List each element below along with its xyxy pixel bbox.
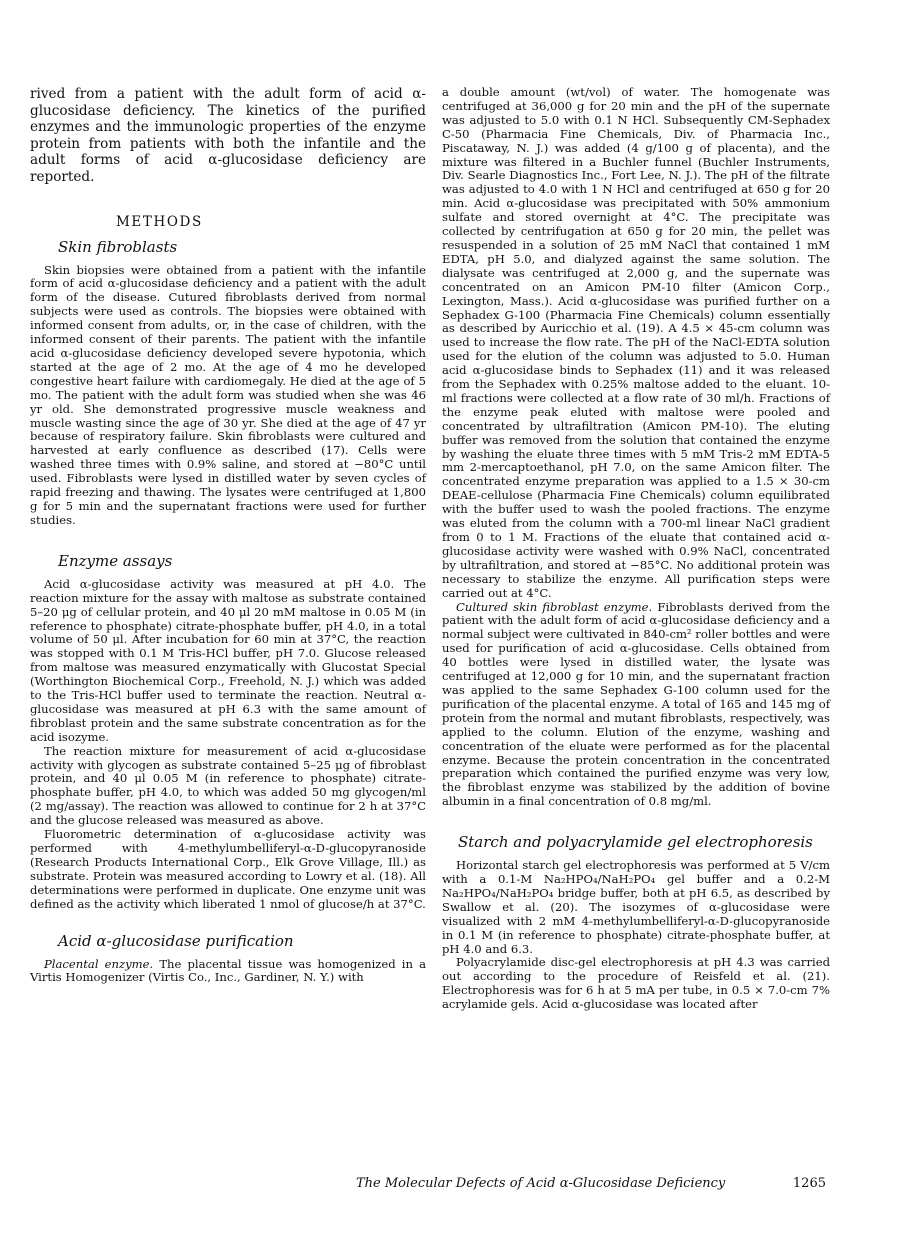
cultured-enzyme-text: Fibroblasts derived from the patient with the adult form of acid α-glucosidase deficiency and a normal subject were cultivated in 840-cm² roller bottles and were used for purification of acid α-glucosidase. Cells obtained from 40 bottles were lysed in distilled water, the lysate was centrifuged at 12,000 g for 10 min, and the supernatant fraction was applied to the same Sephadex G-100 column used for the purification of the placental enzyme. A total of 165 and 145 mg of protein from the normal and mutant fibroblasts, respectively, was applied to the column. Elution of the enzyme, washing and concentration of the eluate were performed as for the placental enzyme. Because the protein concentration in the concentrated preparation which contained the purified enzyme was very low, the fibroblast enzyme was stabilized by the addition of bovine albumin in a final concentration of 0.8 mg/ml. — [442, 599, 830, 809]
running-title: The Molecular Defects of Acid α-Glucosidase Deficiency — [356, 1176, 726, 1191]
electrophoresis-heading: Starch and polyacrylamide gel electrophoresis — [458, 833, 813, 852]
enzyme-assays-paragraph-2: The reaction mixture for measurement of acid α-glucosidase activity with glycogen as substrate contained 5–25 μg of fibroblast protein, and 40 μl 0.05 M (in reference to phosphate) citrate-phosphate buffer, pH 4.0, to which was added 50 mg glycogen/ml (2 mg/assay). The reaction was allowed to continue for 2 h at 37°C and the glucose released was measured as above. — [30, 743, 426, 828]
electrophoresis-paragraph-1: Horizontal starch gel electrophoresis was performed at 5 V/cm with a 0.1-M Na₂HPO₄/NaH₂PO₄ gel buffer and a 0.2-M Na₂HPO₄/NaH₂PO₄ bridge buffer, both at pH 6.5, as described by Swallow et al. (20). The isozymes of α-glucosidase were visualized with 2 mM 4-methylumbelliferyl-α-D-glucopyranoside in 0.1 M (in reference to phosphate) citrate-phosphate buffer, at pH 4.0 and 6.3. — [442, 858, 830, 956]
left-column — [30, 86, 426, 985]
skin-fibroblasts-paragraph: Skin biopsies were obtained from a patient with the infantile form of acid α-glucosidase deficiency and a patient with the adult form of the disease. Cutured fibroblasts derived from normal subjects were used as controls. The biopsies were obtained with informed consent from adults, or, in the case of children, with the informed consent of their parents. The patient with the infantile acid α-glucosidase deficiency developed severe hypotonia, which started at the age of 2 mo. At the age of 4 mo he developed congestive heart failure with cardiomegaly. He died at the age of 5 mo. The patient with the adult form was studied when she was 46 yr old. She demonstrated progressive muscle weakness and muscle wasting since the age of 30 yr. She died at the age of 47 yr because of respiratory failure. Skin fibroblasts were cultured and harvested at early confluence as described (17). Cells were washed three times with 0.9% saline, and stored at −80°C until used. Fibroblasts were lysed in distilled water by seven cycles of rapid freezing and thawing. The lysates were centrifuged at 1,800 g for 5 min and the supernatant fractions were used for further studies. — [30, 262, 426, 527]
page-footer — [356, 1176, 826, 1191]
placental-enzyme-text: The placental tissue was homogenized in a Virtis Homogenizer (Virtis Co., Inc., Gardiner, N. Y.) with — [30, 956, 427, 985]
electrophoresis-paragraph-2: Polyacrylamide disc-gel electrophoresis at pH 4.3 was carried out according to the procedure of Reisfeld et al. (21). Electrophoresis was for 6 h at 5 mA per tube, in 0.5 × 7.0-cm 7% acrylamide gels. Acid α-glucosidase was located after — [442, 955, 830, 1012]
enzyme-assays-paragraph-3: Fluorometric determination of α-glucosidase activity was performed with 4-methylumbelliferyl-α-D-glucopyranoside (Research Products International Corp., Elk Grove Village, Ill.) as substrate. Protein was measured according to Lowry et al. (18). All determinations were performed in duplicate. One enzyme unit was defined as the activity which liberated 1 nmol of glucose/h at 37°C. — [30, 827, 426, 911]
enzyme-assays-paragraph-1: Acid α-glucosidase activity was measured at pH 4.0. The reaction mixture for the assay with maltose as substrate contained 5–20 μg of cellular protein, and 40 μl 20 mM maltose in 0.05 M (in reference to phosphate) citrate-phosphate buffer, pH 4.0, in a total volume of 50 μl. After incubation for 60 min at 37°C, the reaction was stopped with 0.1 M Tris-HCl buffer, pH 7.0. Glucose released from maltose was measured enzymatically with Glucostat Special (Worthington Biochemical Corp., Freehold, N. J.) which was added to the Tris-HCl buffer used to terminate the reaction. Neutral α-glucosidase was measured at pH 6.3 with the same amount of fibroblast protein and the same substrate concentration as for the acid isozyme. — [30, 576, 426, 744]
cultured-fibroblast-paragraph — [442, 601, 830, 810]
enzyme-assays-heading: Enzyme assays — [58, 551, 173, 570]
purification-heading: Acid α-glucosidase purification — [58, 931, 294, 950]
skin-fibroblasts-heading: Skin fibroblasts — [58, 237, 178, 256]
right-column — [442, 86, 830, 1012]
methods-heading: METHODS — [116, 213, 203, 230]
placental-enzyme-runin: Placental enzyme. — [44, 956, 154, 971]
placental-continued-paragraph: a double amount (wt/vol) of water. The homogenate was centrifuged at 36,000 g for 20 min and the pH of the supernate was adjusted to 5.0 with 0.1 N HCl. Subsequently CM-Sephadex C-50 (Pharmacia Fine Chemicals, Div. of Pharmacia Inc., Piscataway, N. J.) was added (4 g/100 g of placenta), and the mixture was filtered in a Buchler funnel (Buchler Instruments, Div. Searle Diagnostics Inc., Fort Lee, N. J.). The pH of the filtrate was adjusted to 4.0 with 1 N HCl and centrifuged at 650 g for 20 min. Acid α-glucosidase was precipitated with 50% ammonium sulfate and stored overnight at 4°C. The precipitate was collected by centrifugation at 650 g for 20 min, the pellet was resuspended in a solution of 25 mM NaCl that contained 1 mM EDTA, pH 5.0, and dialyzed against the same solution. The dialysate was centrifuged at 2,000 g, and the supernate was concentrated on an Amicon PM-10 filter (Amicon Corp., Lexington, Mass.). Acid α-glucosidase was purified further on a Sephadex G-100 (Pharmacia Fine Chemicals) column essentially as described by Auricchio et al. (19). A 4.5 × 45-cm column was used to increase the flow rate. The pH of the NaCl-EDTA solution used for the elution of the column was adjusted to 5.0. Human acid α-glucosidase binds to Sephadex (11) and it was released from the Sephadex with 0.25% maltose added to the eluant. 10-ml fractions were collected at a flow rate of 30 ml/h. Fractions of the enzyme peak eluted with maltose were pooled and concentrated by ultrafiltration (Amicon PM-10). The eluting buffer was removed from the solution that contained the enzyme by washing the eluate three times with 5 mM Tris-2 mM EDTA-5 mm 2-mercaptoethanol, pH 7.0, on the same Amicon filter. The concentrated enzyme preparation was applied to a 1.5 × 30-cm DEAE-cellulose (Pharmacia Fine Chemicals) column equilibrated with the buffer used to wash the pooled fractions. The enzyme was eluted from the column with a 700-ml linear NaCl gradient from 0 to 1 M. Fractions of the eluate that contained acid α-glucosidase activity were washed with 0.9% NaCl, concentrated by ultrafiltration, and stored at −85°C. No additional protein was necessary to stabilize the enzyme. All purification steps were carried out at 4°C. — [442, 85, 830, 600]
cultured-enzyme-runin: Cultured skin fibroblast enzyme. — [456, 599, 653, 614]
intro-paragraph: rived from a patient with the adult form of acid α-glucosidase deficiency. The kinetics of the purified enzymes and the immunologic properties of the enzyme protein from patients with both the infantile and the adult forms of acid α-glucosidase deficiency are reported. — [30, 86, 426, 185]
placental-enzyme-paragraph — [30, 958, 426, 986]
page-number: 1265 — [792, 1176, 826, 1191]
